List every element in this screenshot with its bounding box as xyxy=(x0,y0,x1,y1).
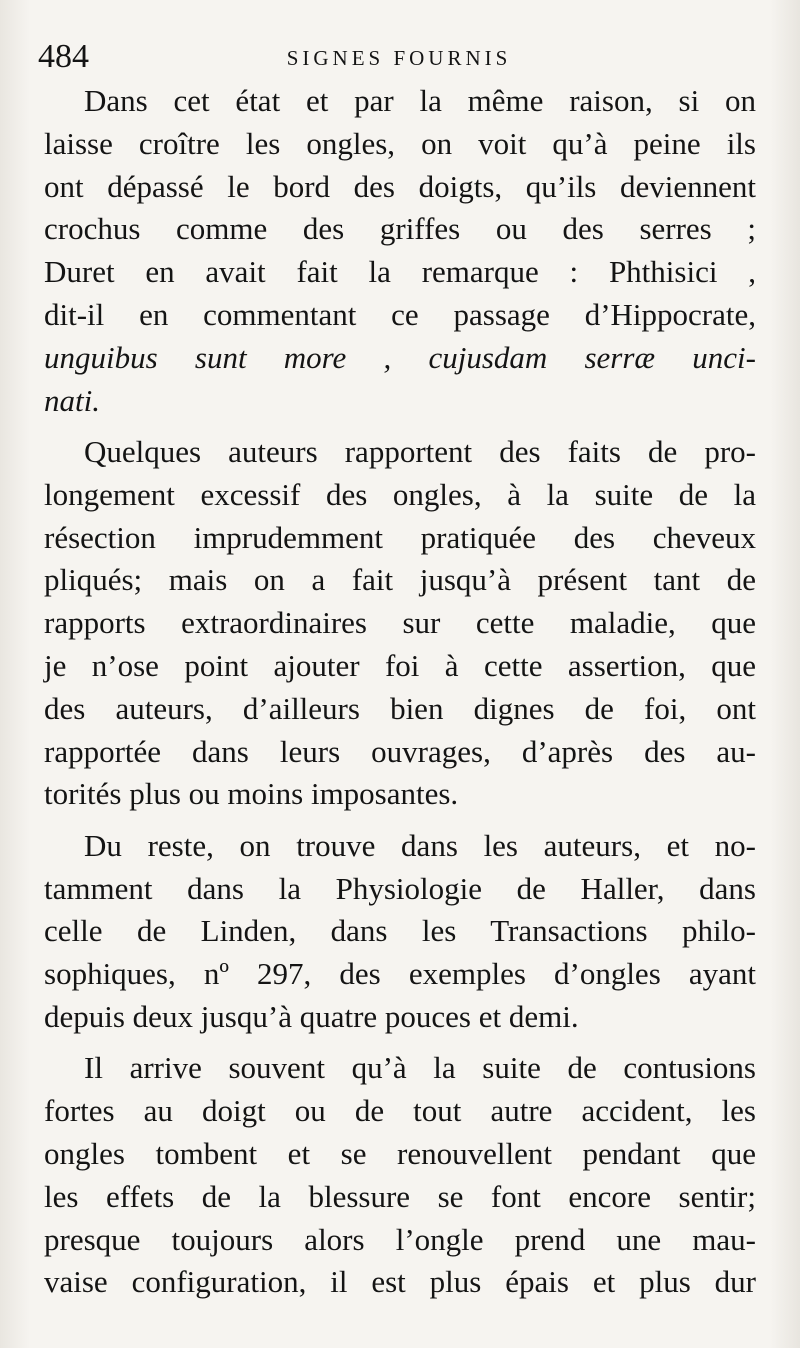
text-line: pliqués; mais on a fait jusqu’à présent tant de xyxy=(44,562,756,598)
running-head: SIGNES FOURNIS xyxy=(286,46,512,70)
text-line: Quelques auteurs rapportent des faits de pro- xyxy=(84,433,756,469)
text-line: Du reste, on trouve dans les auteurs, et no- xyxy=(84,827,756,863)
paragraph-gap xyxy=(44,1039,756,1048)
text-line: rapports extraordinaires sur cette maladie, que xyxy=(44,605,756,641)
paragraph-gap xyxy=(44,816,756,825)
text-line: les effets de la blessure se font encore sentir; xyxy=(44,1178,756,1214)
text-line: presque toujours alors l’ongle prend une mau- xyxy=(44,1221,756,1257)
text-line: sophiques, nº 297, des exemples d’ongles ayant xyxy=(44,956,756,992)
text-line: longement excessif des ongles, à la suite de la xyxy=(44,476,756,512)
text-line: ongles tombent et se renouvellent pendant que xyxy=(44,1135,756,1171)
page-number: 484 xyxy=(38,38,89,75)
text-line: vaise configuration, il est plus épais et plus dur xyxy=(44,1264,756,1300)
text-line: des auteurs, d’ailleurs bien dignes de foi, ont xyxy=(44,690,756,726)
text-line: torités plus ou moins imposantes. xyxy=(44,776,459,812)
text-line: Duret en avait fait la remarque : Phthisici , xyxy=(44,254,756,290)
text-line: je n’ose point ajouter foi à cette assertion, que xyxy=(44,647,756,683)
text-line: tamment dans la Physiologie de Haller, dans xyxy=(44,870,756,906)
text-line: laisse croître les ongles, on voit qu’à peine ils xyxy=(44,125,756,161)
text-line: résection imprudemment pratiquée des cheveux xyxy=(44,519,756,555)
text-line: rapportée dans leurs ouvrages, d’après des au- xyxy=(44,733,756,769)
body-text xyxy=(44,80,756,1304)
latin-quote-line: nati. xyxy=(44,382,100,418)
text-line: Dans cet état et par la même raison, si on xyxy=(84,83,756,118)
text-line: dit-il en commentant ce passage d’Hippocrate, xyxy=(44,296,756,332)
latin-quote-line: unguibus sunt more , cujusdam serræ unci- xyxy=(44,339,756,375)
page-header xyxy=(38,38,760,82)
paragraph-gap xyxy=(44,422,756,431)
text-line: depuis deux jusqu’à quatre pouces et demi. xyxy=(44,998,579,1034)
text-line: crochus comme des griffes ou des serres ; xyxy=(44,211,756,247)
text-line: Il arrive souvent qu’à la suite de contusions xyxy=(84,1050,756,1086)
text-line: ont dépassé le bord des doigts, qu’ils deviennent xyxy=(44,168,756,204)
text-line: fortes au doigt ou de tout autre accident, les xyxy=(44,1093,756,1129)
text-line: celle de Linden, dans les Transactions philo- xyxy=(44,913,756,949)
